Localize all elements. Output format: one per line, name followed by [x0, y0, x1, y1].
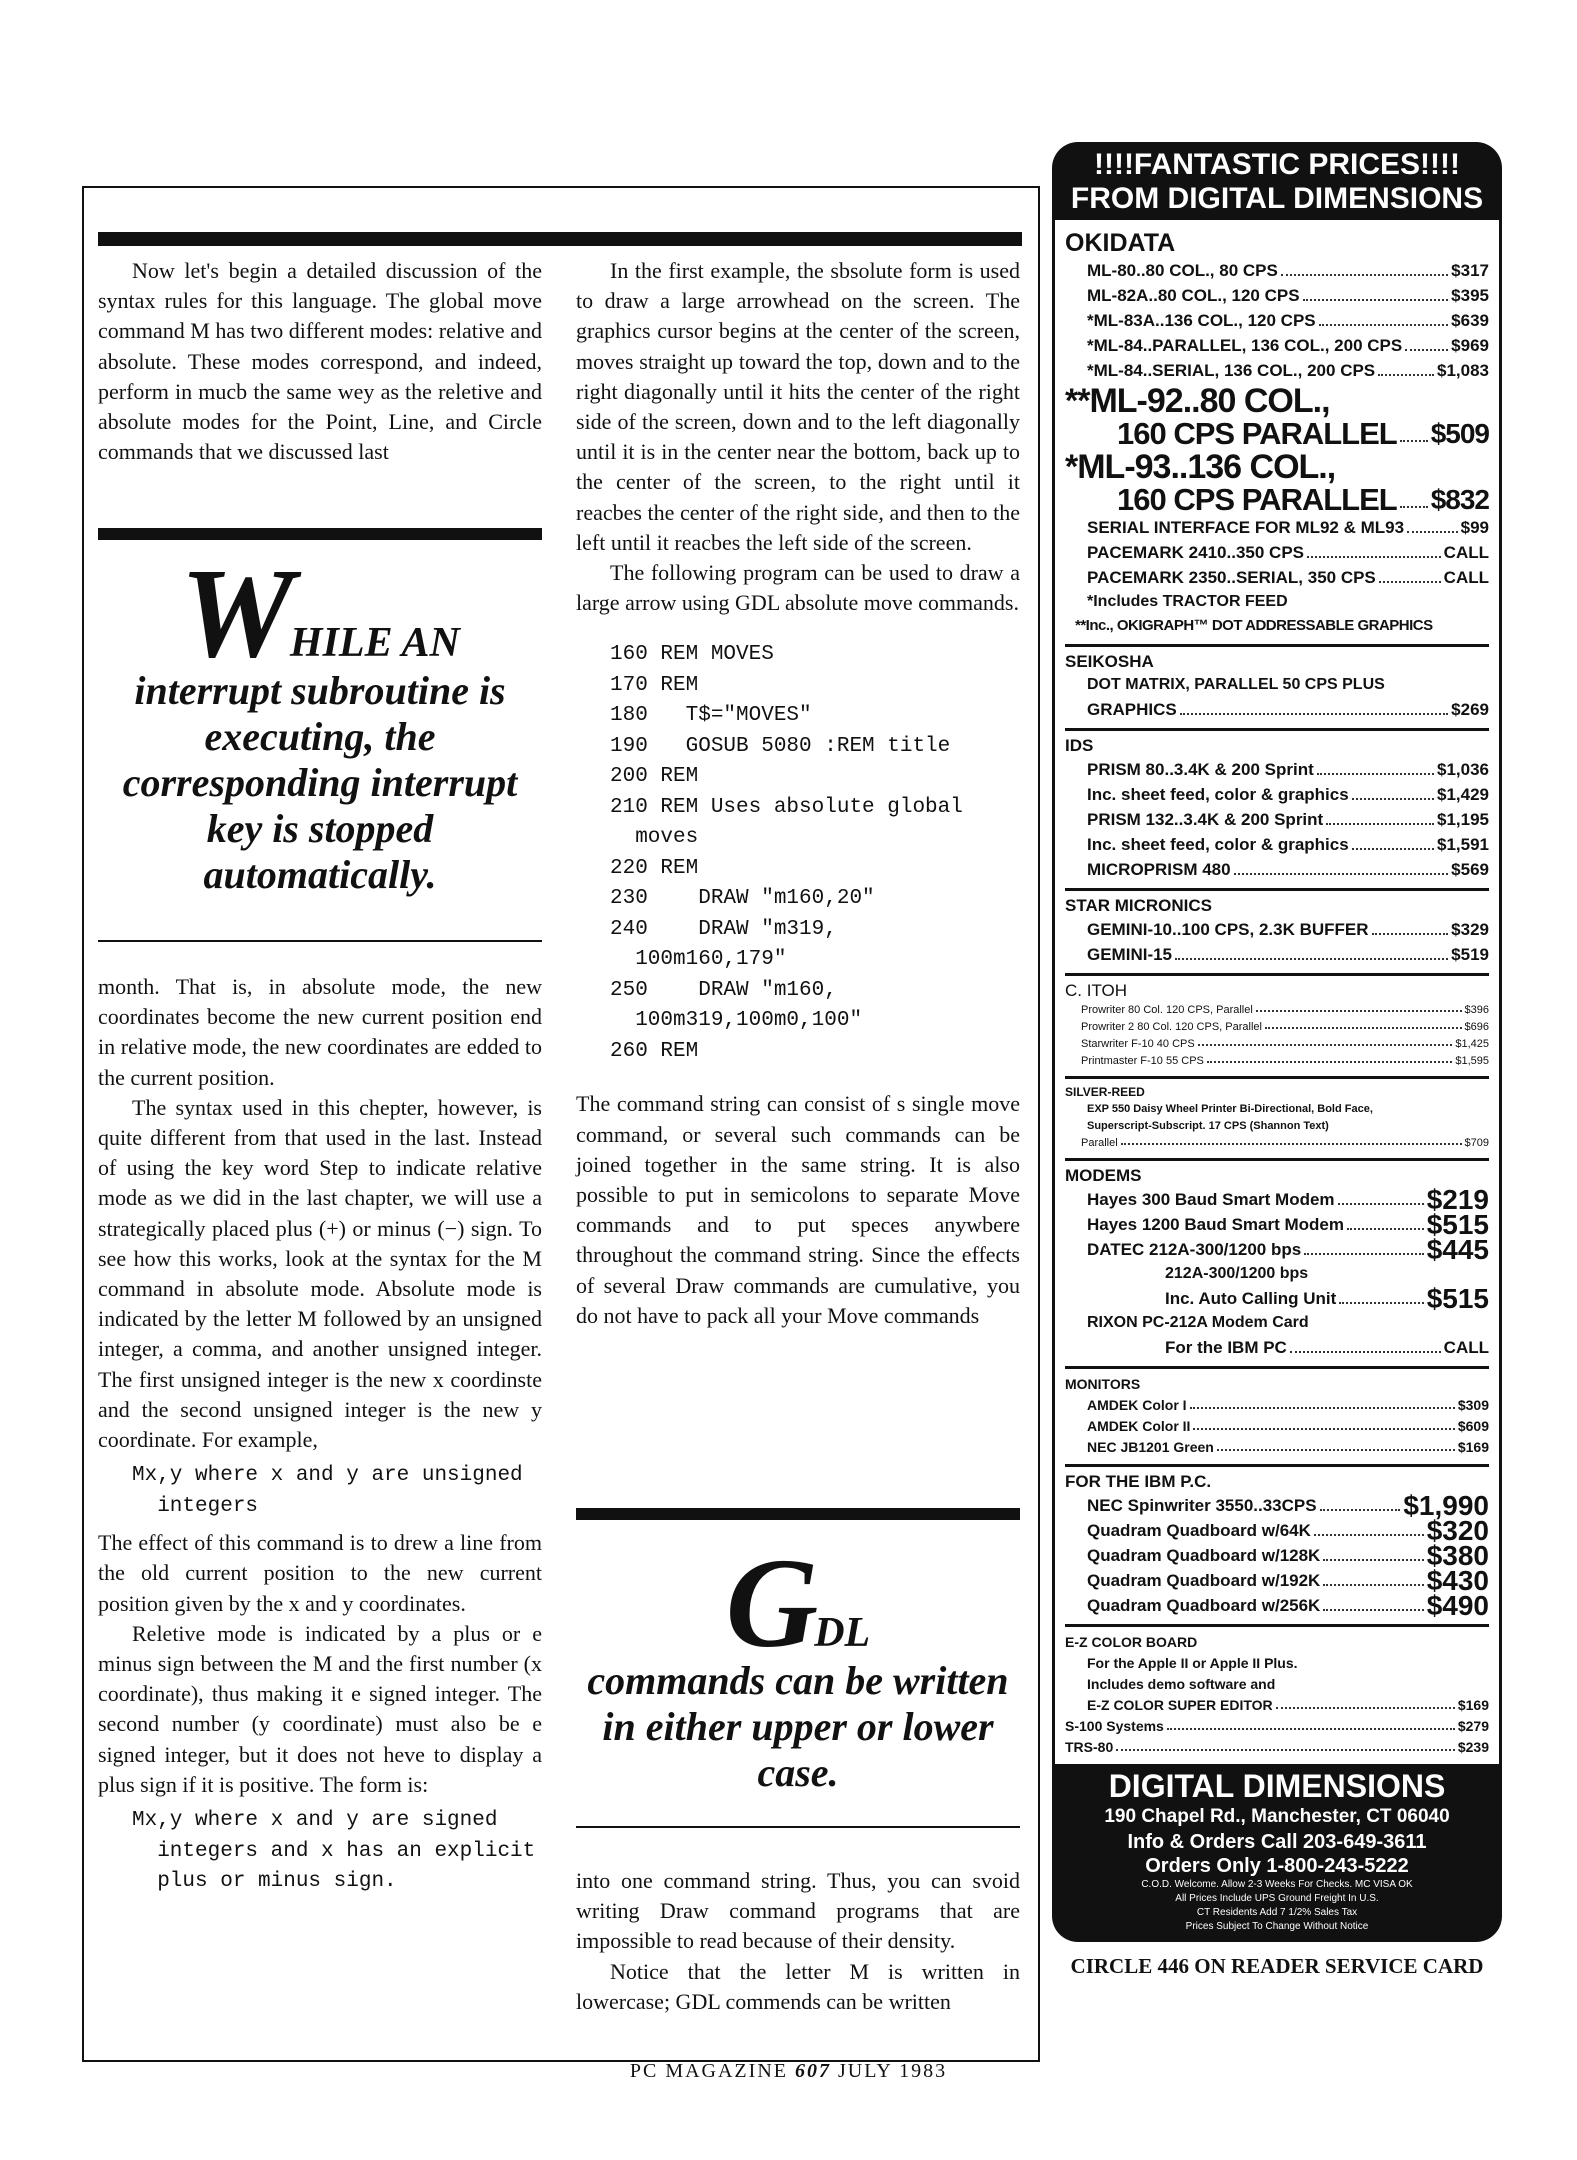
paragraph: Notice that the letter M is written in lowercase; GDL commends can be written	[576, 1958, 1020, 2014]
paragraph: Reletive mode is indicated by a plus or e minus sign between the M and the first number (x coordinate), thus making it e signed integer. The second number (y coordinate) must also be e signed integer, but it does not heve to display a plus sign if it is positive. The form is:	[98, 1620, 542, 1797]
price-line: Inc. sheet feed, color & graphics $1,429	[1087, 785, 1489, 804]
price-line: Quadram Quadboard w/256K $490	[1087, 1590, 1489, 1621]
price-line: Quadram Quadboard w/128K $380	[1087, 1540, 1489, 1571]
price-line: Printmaster F-10 55 CPS $1,595	[1081, 1055, 1489, 1067]
ad-section-monitors	[1065, 1369, 1489, 1467]
price-line: PRISM 132..3.4K & 200 Sprint $1,195	[1087, 810, 1489, 829]
brand-name: SEIKOSHA	[1065, 652, 1154, 671]
price-line: DATEC 212A-300/1200 bps $445	[1087, 1234, 1489, 1265]
price-line: GRAPHICS $269	[1087, 700, 1489, 719]
brand-name: MONITORS	[1065, 1376, 1141, 1392]
price-line-featured: 160 CPS PARALLEL $509	[1117, 416, 1489, 451]
price-line: SERIAL INTERFACE FOR ML92 & ML93 $99	[1087, 518, 1489, 537]
price-line-featured: **ML-92..80 COL.,	[1065, 382, 1330, 420]
price-line: *ML-83A..136 COL., 120 CPS $639	[1087, 311, 1489, 330]
paragraph: In the first example, the sbsolute form is used to draw a large arrowhead on the screen. The graphics cursor begins at the center of the screen, moves straight up toward the top, down and to the right diagonally until it hits the center of the right side of the screen, down and to the left diagonally until it is in the center near the bottom, back up to the center of the screen, to the right until it reacbes the center of the right side, and then to the left until it reacbes the left side of the screen.	[576, 258, 1020, 555]
price-line: MICROPRISM 480 $569	[1087, 860, 1489, 879]
pullquote-bottom-rule	[98, 940, 542, 942]
ad-section-ibm-pc	[1065, 1467, 1489, 1627]
price-line: PACEMARK 2410..350 CPS CALL	[1087, 543, 1489, 562]
code-snippet: Mx,y where x and y are unsigned integers	[132, 1464, 523, 1518]
code-snippet: Mx,y where x and y are signed integers and x has an explicit plus or minus sign.	[132, 1809, 536, 1894]
ad-note: *Includes TRACTOR FEED	[1087, 593, 1288, 610]
ad-note: For the Apple II or Apple II Plus.	[1087, 1655, 1298, 1671]
price-line: *ML-84..SERIAL, 136 COL., 200 CPS $1,083	[1087, 361, 1489, 380]
reader-service-line: CIRCLE 446 ON READER SERVICE CARD	[1070, 1954, 1484, 1978]
ad-note: EXP 550 Daisy Wheel Printer Bi-Directional, Bold Face,	[1087, 1103, 1373, 1115]
fine-print: All Prices Include UPS Ground Freight In U.S.	[1175, 1893, 1379, 1904]
pullquote-top-rule	[98, 528, 542, 540]
ad-section-star	[1065, 891, 1489, 976]
brand-name: STAR MICRONICS	[1065, 896, 1213, 915]
fine-print: CT Residents Add 7 1/2% Sales Tax	[1196, 1907, 1358, 1918]
price-line: S-100 Systems $279	[1065, 1718, 1489, 1734]
price-line: Prowriter 2 80 Col. 120 CPS, Parallel $696	[1081, 1021, 1489, 1033]
paragraph: The syntax used in this chepter, however, is quite different from that used in the last. Instead of using the key word Step to indicate relative mode as we did in the last chapter, we will use a strategically placed plus (+) or minus (−) sign. To see how this works, look at the syntax for the M command in absolute mode. Absolute mode is indicated by the letter M followed by an unsigned integer, a comma, and another unsigned integer. The first unsigned integer is the new x coordinste and the second unsigned integer is the new y coordinate. For example,	[98, 1094, 542, 1453]
ad-note: DOT MATRIX, PARALLEL 50 CPS PLUS	[1087, 676, 1385, 693]
price-line: E-Z COLOR SUPER EDITOR $169	[1087, 1697, 1489, 1713]
price-line: NEC JB1201 Green $169	[1087, 1439, 1489, 1455]
brand-name: SILVER-REED	[1065, 1085, 1145, 1099]
paragraph: into one command string. Thus, you can svoid writing Draw command programs that are impossible to read because of their density.	[576, 1868, 1020, 1954]
column-1-bottom	[98, 972, 542, 1898]
program-listing: 160 REM MOVES 170 REM 180 T$="MOVES" 190 GOSUB 5080 :REM title 200 REM 210 REM Uses absolute global moves 220 REM 230 DRAW "m160,20" 240 DRAW "m319, 100m160,179" 250 DRAW "m160, 100m319,100m0,100" 260 REM	[610, 643, 963, 1063]
paragraph: month. That is, in absolute mode, the new coordinates become the new current position end in relative mode, the new coordinates are edded to the current position.	[98, 974, 542, 1090]
price-line-featured: 160 CPS PARALLEL $832	[1117, 482, 1489, 517]
pull-quote-2	[576, 1532, 1020, 1796]
price-line: Quadram Quadboard w/192K $430	[1087, 1565, 1489, 1596]
ad-section-modems	[1065, 1161, 1489, 1369]
price-line: Quadram Quadboard w/64K $320	[1087, 1515, 1489, 1546]
ad-note: 212A-300/1200 bps	[1165, 1265, 1309, 1282]
paragraph: The effect of this command is to drew a line from the old current position to the new current position given by the x and y coordinates.	[98, 1530, 542, 1616]
price-line: For the IBM PC CALL	[1165, 1338, 1489, 1357]
ad-footer	[1052, 1764, 1502, 1942]
pull-quote-text: commands can be written in either upper or lower case.	[587, 1658, 1009, 1795]
brand-name: OKIDATA	[1065, 229, 1176, 257]
orders-phone: Orders Only 1-800-243-5222	[1145, 1855, 1409, 1877]
column-2-top	[576, 256, 1020, 1331]
top-rule	[98, 232, 1022, 246]
advertisement	[1052, 142, 1502, 2026]
page-number: 607	[794, 2060, 831, 2082]
ad-section-citoh	[1065, 976, 1489, 1079]
price-line: ML-80..80 COL., 80 CPS $317	[1087, 261, 1489, 280]
pullquote2-top-rule	[576, 1508, 1020, 1520]
info-phone: Info & Orders Call 203-649-3611	[1127, 1831, 1427, 1853]
price-line: Prowriter 80 Col. 120 CPS, Parallel $396	[1081, 1004, 1489, 1016]
brand-name: E-Z COLOR BOARD	[1065, 1634, 1198, 1650]
brand-name: MODEMS	[1065, 1166, 1142, 1185]
paragraph: The following program can be used to draw a large arrow using GDL absolute move commands.	[576, 560, 1020, 616]
ad-header	[1052, 142, 1502, 220]
fine-print: C.O.D. Welcome. Allow 2-3 Weeks For Checks. MC VISA OK	[1141, 1879, 1413, 1890]
issue-date: JULY 1983	[837, 2060, 948, 2082]
ad-section-seikosha	[1065, 647, 1489, 731]
price-line: GEMINI-10..100 CPS, 2.3K BUFFER $329	[1087, 920, 1489, 939]
price-line: Hayes 300 Baud Smart Modem $219	[1087, 1184, 1489, 1215]
brand-name: FOR THE IBM P.C.	[1065, 1472, 1212, 1491]
price-line: Hayes 1200 Baud Smart Modem $515	[1087, 1209, 1489, 1240]
drop-letter: G	[725, 1532, 815, 1674]
brand-name: C. ITOH	[1065, 981, 1128, 1000]
price-line-featured: *ML-93..136 COL.,	[1065, 448, 1336, 486]
page-footer	[0, 2060, 1577, 2083]
ad-section-okidata	[1065, 224, 1489, 647]
pull-quote-1	[98, 542, 542, 898]
price-line: GEMINI-15 $519	[1087, 945, 1489, 964]
ad-section-ids	[1065, 731, 1489, 891]
ad-note: Includes demo software and	[1087, 1676, 1276, 1692]
price-line: AMDEK Color I $309	[1087, 1397, 1489, 1413]
brand-name: IDS	[1065, 736, 1094, 755]
pullquote2-bottom-rule	[576, 1826, 1020, 1828]
company-name: DIGITAL DIMENSIONS	[1108, 1768, 1446, 1804]
ad-note: **Inc., OKIGRAPH™ DOT ADDRESSABLE GRAPHICS	[1075, 617, 1433, 634]
column-2-bottom	[576, 1866, 1020, 2017]
ad-section-silver-reed	[1065, 1079, 1489, 1161]
price-line: PRISM 80..3.4K & 200 Sprint $1,036	[1087, 760, 1489, 779]
price-line: TRS-80 $239	[1065, 1739, 1489, 1755]
ad-section-ez-color	[1065, 1627, 1489, 1764]
price-line: Inc. sheet feed, color & graphics $1,591	[1087, 835, 1489, 854]
price-line: ML-82A..80 COL., 120 CPS $395	[1087, 286, 1489, 305]
price-line: AMDEK Color II $609	[1087, 1418, 1489, 1434]
ad-subheadline: FROM DIGITAL DIMENSIONS	[1070, 182, 1484, 215]
price-line: PACEMARK 2350..SERIAL, 350 CPS CALL	[1087, 568, 1489, 587]
fine-print: Prices Subject To Change Without Notice	[1185, 1921, 1369, 1932]
price-line: Parallel $709	[1081, 1137, 1489, 1149]
price-line: Inc. Auto Calling Unit $515	[1165, 1283, 1489, 1314]
pull-quote-text: interrupt subroutine is executing, the corresponding interrupt key is stopped automatically.	[122, 668, 518, 897]
price-line: *ML-84..PARALLEL, 136 COL., 200 CPS $969	[1087, 336, 1489, 355]
ad-note: Superscript-Subscript. 17 CPS (Shannon Text)	[1087, 1120, 1329, 1132]
drop-letter: W	[180, 542, 290, 684]
ad-headline: !!!!FANTASTIC PRICES!!!!	[1093, 148, 1461, 181]
paragraph: Now let's begin a detailed discussion of the syntax rules for this language. The global move command M has two different modes: relative and absolute. These modes correspond, and indeed, perform in mucb the same wey as the reletive and absolute modes for the Point, Line, and Circle commands that we discussed last	[98, 258, 542, 465]
magazine-name: PC MAGAZINE	[629, 2060, 788, 2082]
paragraph: The command string can consist of s single move command, or several such commands can be joined together in the same string. It is also possible to put in semicolons to separate Move commands and to put speces anywbere throughout the command string. Since the effects of several Draw commands are cumulative, you do not have to pack all your Move commands	[576, 1091, 1020, 1328]
price-line: NEC Spinwriter 3550..33CPS $1,990	[1087, 1490, 1489, 1521]
ad-body	[1052, 220, 1502, 1764]
drop-rest: DL	[814, 1610, 871, 1656]
ad-note: RIXON PC-212A Modem Card	[1087, 1314, 1309, 1331]
column-1-top	[98, 256, 542, 467]
drop-rest: HILE AN	[289, 620, 460, 666]
company-address: 190 Chapel Rd., Manchester, CT 06040	[1104, 1806, 1450, 1827]
price-line: Starwriter F-10 40 CPS $1,425	[1081, 1038, 1489, 1050]
